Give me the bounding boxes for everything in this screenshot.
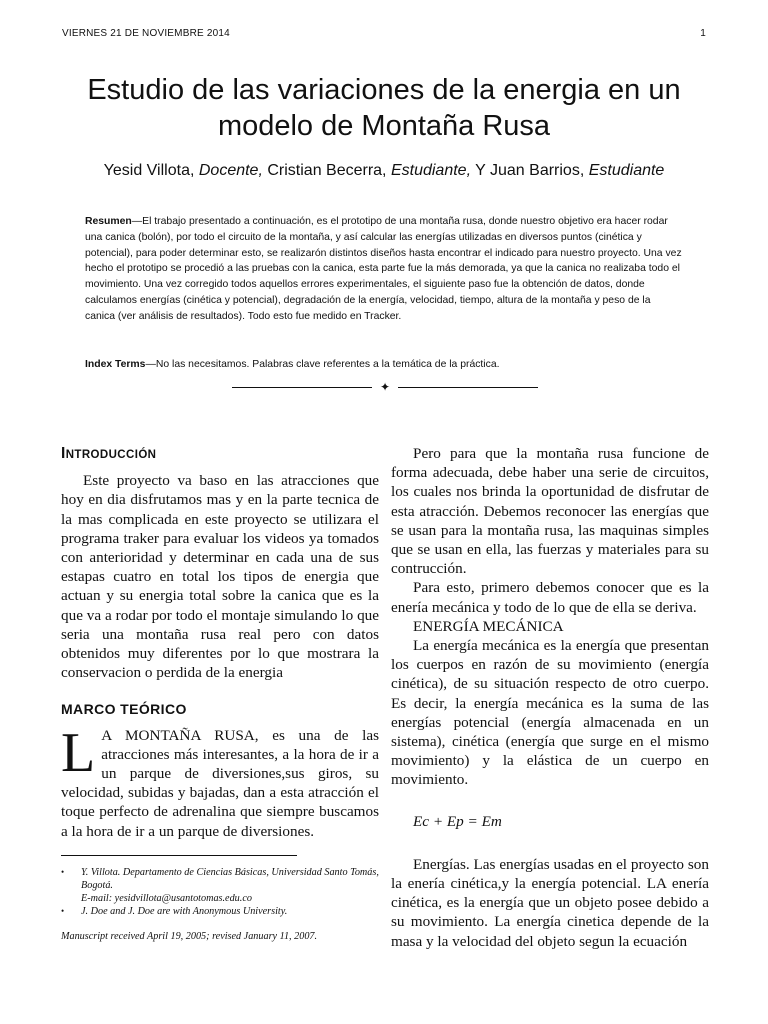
footnote-item xyxy=(61,866,379,906)
subsection-heading-energia-mecanica: ENERGÍA MECÁNICA xyxy=(413,617,564,635)
heading-text: MARCO TEÓRICO xyxy=(61,701,187,718)
intro-paragraph: Este proyecto va baso en las atracciones que hoy en dia disfrutamos mas y en la parte tecnica de la mas complicada en este proyecto se utilizara el programa traker para evaluar los videos ya tomados con anterioridad y determinar en cada una de sus estapas cuatro en total los tipos de energia que actuan y su energia total sobre la canica que es la que va a rodar por todo el montaje simulando lo que seria una montaña rusa real pero con datos obtenidos muy diferentes por lo que mostrara la conservacion o perdida de la energia xyxy=(61,472,379,682)
section-divider xyxy=(228,380,542,394)
marco-paragraph xyxy=(61,721,379,841)
footnote-text: J. Doe and J. Doe are with Anonymous University. xyxy=(81,906,288,918)
footnote-affiliation: Y. Villota. Departamento de Ciencias Básicas, Universidad Santo Tomás, Bogotá. xyxy=(81,866,379,892)
abstract-text: —El trabajo presentado a continuación, es el prototipo de una montaña rusa, donde nuestro objetivo era hacer rodar una canica (bolón), por todo el circuito de la montaña, y así calcular las energías utilizadas en diversos puntos (cinética y potencial), para poder determinar esto, se realizarón distintos diseños hasta encontrar el indicado para nuestro proyecto. Una vez hecho el prototipo se procedió a las pruebas con la canica, esta parte fue la más demorada, ya que la canica no realizaba todo el movimiento. Una vez corregido todos aquellos errores experimentales, el siguiente paso fue la obtención de datos, donde calculamos energías (cinética y potencial), degradación de la energía, velocidad, tiempo, altura de la montaña y peso de la canica (ver análisis de resultados). Todo esto fue medido en Tracker. xyxy=(85,216,682,322)
body-paragraph: Pero para que la montaña rusa funcione de forma adecuada, debe haber una serie de circuitos, los cuales nos brinda la oportunidad de disfrutar de esta atracción. Debemos reconocer las energías que se usan para la montaña rusa, las maquinas simples que se usan en ella, las fuerzas y materiales para su contrucción. xyxy=(391,445,709,578)
author-3-name: Y Juan Barrios, xyxy=(471,162,589,179)
author-2-role: Estudiante, xyxy=(390,162,472,179)
paper-title xyxy=(40,72,728,144)
footnote-list xyxy=(61,866,379,919)
equation: Ec + Ep = Em xyxy=(413,812,502,830)
right-column xyxy=(391,444,709,951)
heading-rest: NTRODUCCIÓN xyxy=(65,449,157,461)
header-date: VIERNES 21 DE NOVIEMBRE 2014 xyxy=(62,28,230,39)
heading-initial: I xyxy=(61,445,66,462)
author-2-name: Cristian Becerra, xyxy=(262,162,391,179)
abstract xyxy=(85,214,683,325)
section-heading-introduccion xyxy=(61,444,379,465)
author-3-role: Estudiante xyxy=(588,162,665,179)
left-column xyxy=(61,444,379,946)
title-line-1: Estudio de las variaciones de la energia en un xyxy=(87,74,681,106)
body-paragraph: Energías. Las energías usadas en el proyecto son la enería cinética,y la energía potencial. LA enería cinética, es la energía que un objeto posee debido a su movimiento. La energía cinetica depende de la masa y la velocidad del objeto segun la ecuación xyxy=(391,855,709,950)
marco-paragraph-text: , es una de las atracciones más interesantes, a la hora de ir a un parque de diversiones,sus giros, su velocidad, subidas y bajadas, dan a esta atracción el toque perfecto de adrenalina que siempre buscamos a la hora de ir a un parque de diversiones. xyxy=(61,726,379,840)
section-heading-marco-teorico xyxy=(61,700,379,719)
index-terms-label: Index Terms xyxy=(85,359,146,370)
manuscript-note: Manuscript received April 19, 2005; revised January 11, 2007. xyxy=(61,930,318,942)
footnote-email: E-mail: yesidvillota@usantotomas.edu.co xyxy=(81,893,252,905)
index-terms-text: —No las necesitamos. Palabras clave referentes a la temática de la práctica. xyxy=(145,359,500,370)
body-paragraph: Para esto, primero debemos conocer que es la enería mecánica y todo de lo que de ella se deriva. xyxy=(391,579,709,616)
index-terms xyxy=(85,357,683,372)
divider-ornament-icon: ✦ xyxy=(379,380,391,394)
footnote-item xyxy=(61,905,379,918)
abstract-label: Resumen xyxy=(85,216,132,227)
bullet-icon: • xyxy=(61,866,65,877)
author-1-role: Docente, xyxy=(198,162,263,179)
smallcaps-lead: A MONTAÑA RUSA xyxy=(101,726,255,744)
divider-rule-left xyxy=(232,387,372,388)
title-line-2: modelo de Montaña Rusa xyxy=(217,110,551,142)
author-1-name: Yesid Villota, xyxy=(103,162,199,179)
bullet-icon: • xyxy=(61,906,65,917)
running-header xyxy=(62,28,706,39)
page-number: 1 xyxy=(700,28,706,39)
divider-rule-right xyxy=(398,387,538,388)
body-paragraph: La energía mecánica es la energía que presentan los cuerpos en razón de su movimiento (energía cinética), de su situación respecto de otro cuerpo. Es decir, la energía mecánica es la suma de las energías potencial (energía almacenada en un sistema), cinética (energía que surge en el mismo movimiento) y la elástica de un cuerpo en movimiento. xyxy=(391,637,709,789)
footnote-rule xyxy=(61,855,297,856)
author-list xyxy=(40,162,728,180)
drop-cap: L xyxy=(61,721,96,784)
